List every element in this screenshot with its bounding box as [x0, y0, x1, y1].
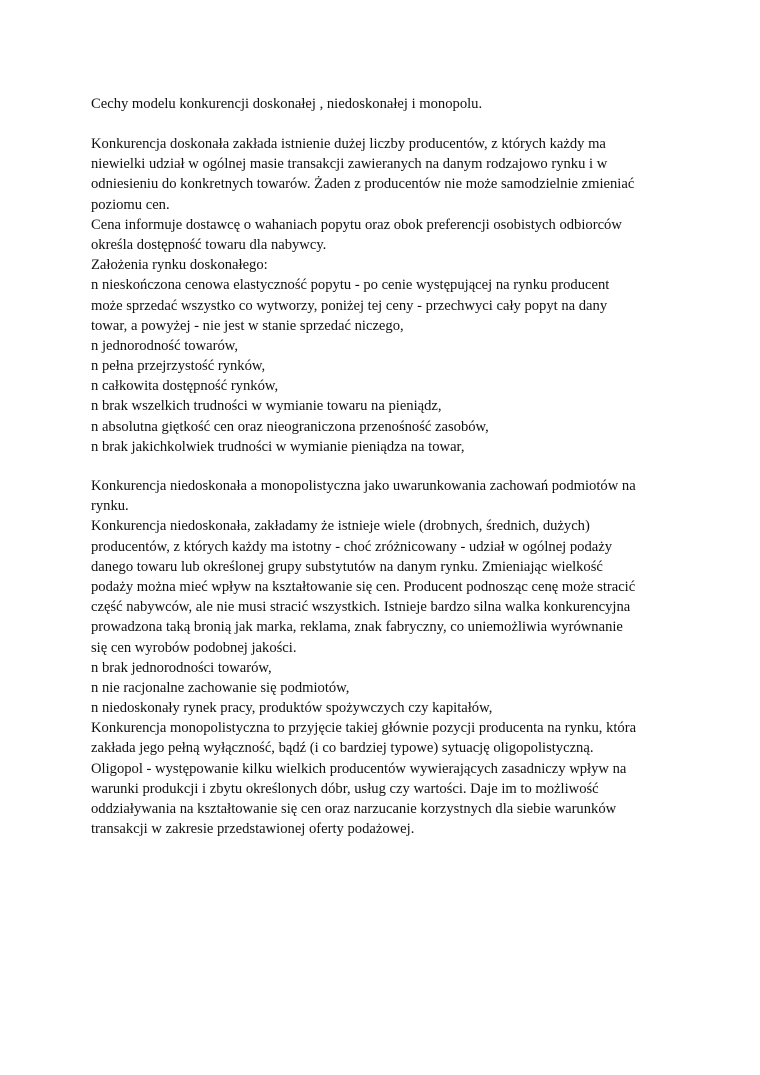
text-line: oddziaływania na kształtowanie się cen oraz narzucanie korzystnych dla siebie warunków	[91, 801, 617, 817]
text-line: Konkurencja monopolistyczna to przyjęcie takiej głównie pozycji producenta na rynku, która	[91, 720, 637, 737]
text-line: towar, a powyżej - nie jest w stanie sprzedać niczego,	[91, 317, 404, 334]
text-line: podaży można mieć wpływ na kształtowanie się cen. Producent podnosząc cenę może stracić	[91, 578, 636, 595]
section-perfect-competition	[91, 134, 691, 457]
text-line: Konkurencja niedoskonała a monopolistyczna jako uwarunkowania zachowań podmiotów na	[91, 478, 636, 494]
section-imperfect-competition	[91, 476, 691, 839]
text-line: prowadzona taką bronią jak marka, reklama, znak fabryczny, co uniemożliwia wyrównanie	[91, 619, 623, 636]
text-line: n niedoskonały rynek pracy, produktów spożywczych czy kapitałów,	[91, 700, 493, 717]
text-line: Założenia rynku doskonałego:	[91, 257, 268, 274]
text-line: się cen wyrobów podobnej jakości.	[91, 639, 297, 656]
text-line: n absolutna giętkość cen oraz nieograniczona przenośność zasobów,	[91, 418, 489, 435]
text-line: n pełna przejrzystość rynków,	[91, 358, 266, 375]
text-line: rynku.	[91, 498, 129, 515]
text-line: danego towaru lub określonej grupy substytutów na danym rynku. Zmieniając wielkość	[91, 558, 603, 575]
document-title: Cechy modelu konkurencji doskonałej , niedoskonałej i monopolu.	[91, 96, 483, 112]
text-line: n brak wszelkich trudności w wymianie towaru na pieniądz,	[91, 398, 442, 415]
text-line: n brak jednorodności towarów,	[91, 659, 272, 676]
text-line: Cena informuje dostawcę o wahaniach popytu oraz obok preferencji osobistych odbiorców	[91, 216, 622, 233]
text-line: część nabywców, ale nie musi stracić wszystkich. Istnieje bardzo silna walka konkurencyjna	[91, 599, 631, 616]
text-line: niewielki udział w ogólnej masie transakcji zawieranych na danym rodzajowo rynku i w	[91, 156, 608, 173]
text-line: n nie racjonalne zachowanie się podmiotów,	[91, 679, 350, 696]
text-line: n brak jakichkolwiek trudności w wymianie pieniądza na towar,	[91, 438, 465, 455]
text-line: może sprzedać wszystko co wytworzy, poniżej tej ceny - przechwyci cały popyt na dany	[91, 297, 608, 314]
text-line: producentów, z których każdy ma istotny - choć zróżnicowany - udział w ogólnej podaży	[91, 538, 613, 555]
text-line: Konkurencja doskonała zakłada istnienie dużej liczby producentów, z których każdy ma	[91, 136, 606, 152]
text-line: warunki produkcji i zbytu określonych dóbr, usług czy wartości. Daje im to możliwość	[91, 780, 599, 797]
text-line: poziomu cen.	[91, 196, 170, 213]
text-line: n nieskończona cenowa elastyczność popytu - po cenie występującej na rynku producent	[91, 277, 610, 294]
text-line: n całkowita dostępność rynków,	[91, 378, 279, 395]
text-line: zakłada jego pełną wyłączność, bądź (i co bardziej typowe) sytuację oligopolistyczną.	[91, 740, 594, 757]
text-line: transakcji w zakresie przedstawionej oferty podażowej.	[91, 821, 415, 838]
text-line: określa dostępność towaru dla nabywcy.	[91, 236, 327, 253]
text-line: n jednorodność towarów,	[91, 337, 238, 354]
text-line: Konkurencja niedoskonała, zakładamy że istnieje wiele (drobnych, średnich, dużych)	[91, 518, 590, 535]
text-line: Oligopol - występowanie kilku wielkich producentów wywierających zasadniczy wpływ na	[91, 760, 627, 777]
text-line: odniesieniu do konkretnych towarów. Żaden z producentów nie może samodzielnie zmieniać	[91, 176, 635, 193]
